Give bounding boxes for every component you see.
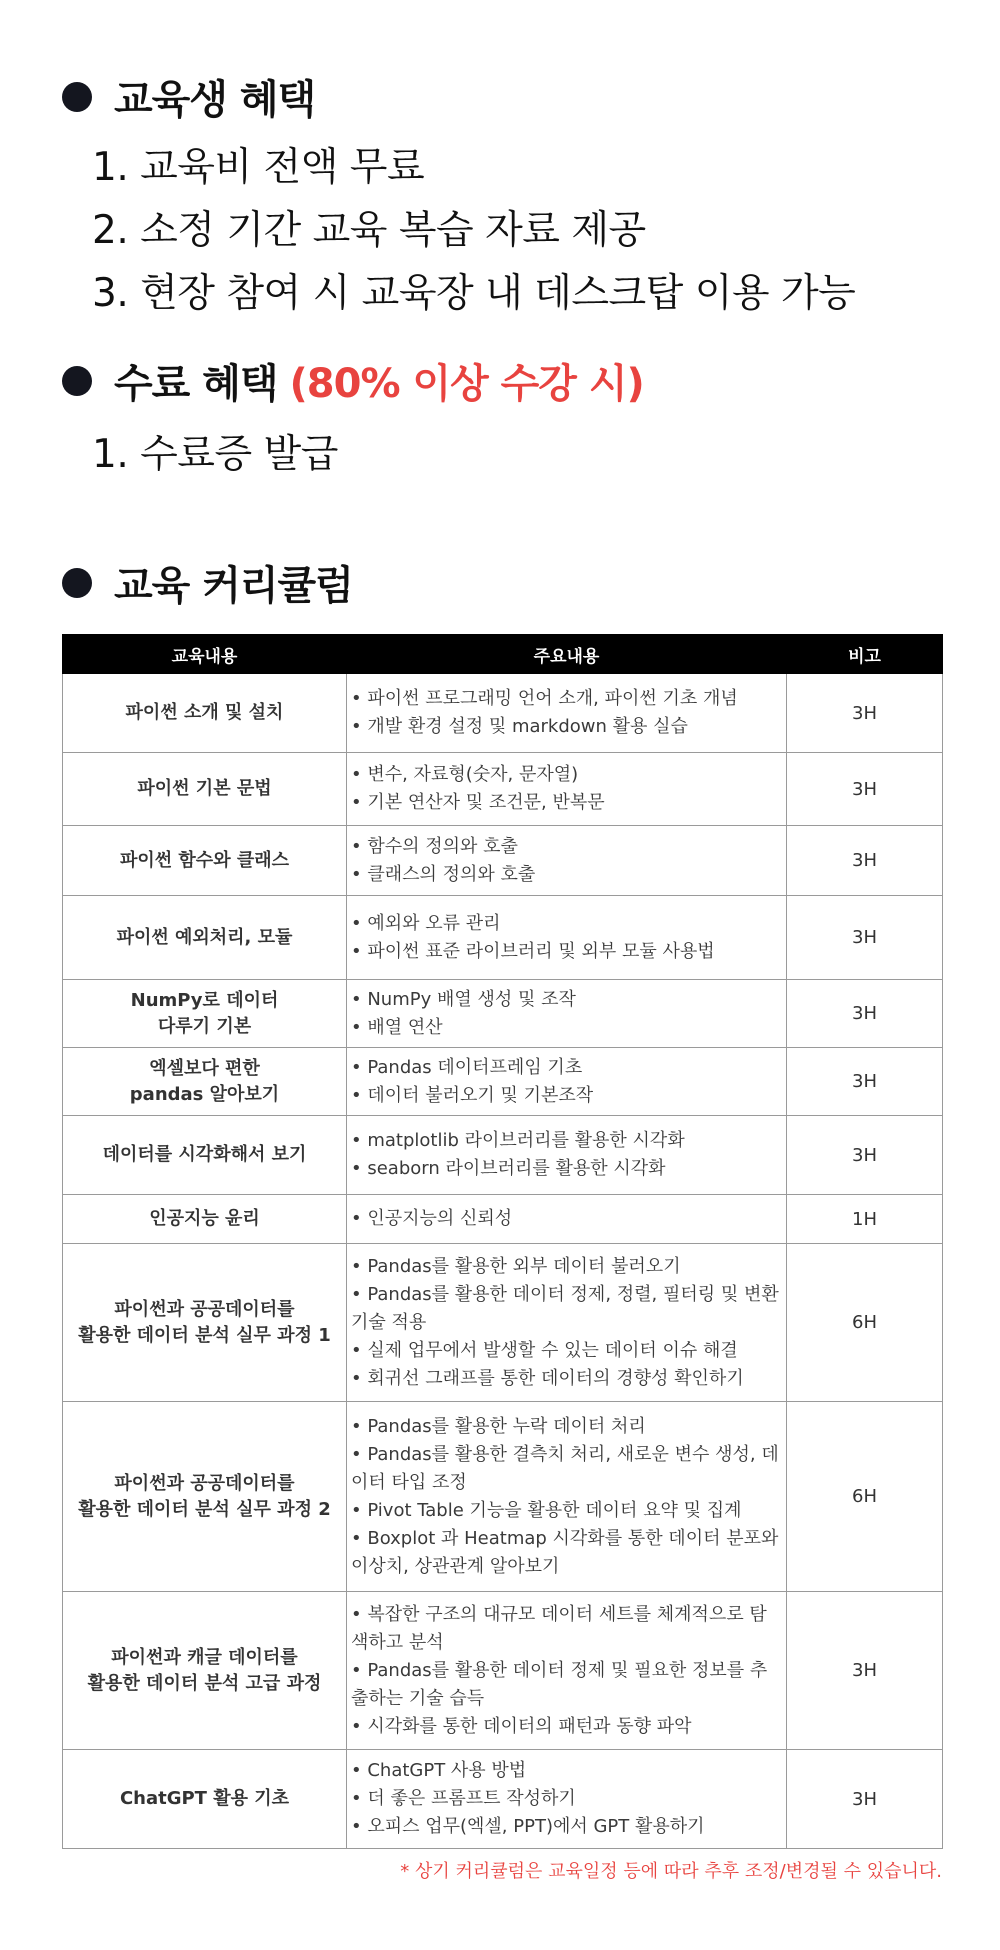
row-topic [63,896,347,980]
row-hours: 1H [787,1195,943,1244]
row-topic [63,1195,347,1244]
table-row [63,753,943,826]
topic-line: 파이썬과 공공데이터를 [114,1298,295,1320]
row-hours: 6H [787,1244,943,1402]
content-line: • 개발 환경 설정 및 markdown 활용 실습 [351,716,688,737]
row-hours: 3H [787,1048,943,1116]
topic-line: NumPy로 데이터 [130,989,279,1011]
row-content [347,1116,787,1195]
table-row [63,980,943,1048]
bullet-dot-icon [62,568,92,598]
curriculum-heading [62,554,353,611]
table-row [63,674,943,753]
topic-line: 파이썬 기본 문법 [137,778,272,799]
content-line: • Pandas를 활용한 결측치 처리, 새로운 변수 생성, 데이터 타입 조정 [351,1443,779,1493]
curriculum-title: 교육 커리큘럼 [114,563,353,609]
row-topic [63,1402,347,1592]
topic-line: 엑셀보다 편한 [149,1057,260,1079]
completion-condition: (80% 이상 수강 시) [289,361,644,407]
content-line: • 회귀선 그래프를 통한 데이터의 경향성 확인하기 [351,1367,744,1389]
header-topic: 교육내용 [63,635,347,674]
topic-line: pandas 알아보기 [129,1083,280,1105]
content-line: • 실제 업무에서 발생할 수 있는 데이터 이슈 해결 [351,1339,738,1361]
topic-line: 활용한 데이터 분석 고급 과정 [87,1672,322,1694]
completion-heading [62,352,644,409]
header-hours: 비고 [787,635,943,674]
topic-line: 파이썬 예외처리, 모듈 [116,926,293,948]
content-line: • 변수, 자료형(숫자, 문자열) [351,764,579,785]
row-hours: 3H [787,753,943,826]
table-row [63,1750,943,1849]
content-line: • 클래스의 정의와 호출 [351,863,536,885]
content-line: • Pandas를 활용한 누락 데이터 처리 [351,1415,646,1437]
table-row [63,1195,943,1244]
completion-title: 수료 혜택 [114,361,278,407]
content-line: • 파이썬 프로그래밍 언어 소개, 파이썬 기초 개념 [351,688,738,709]
content-line: • seaborn 라이브러리를 활용한 시각화 [351,1158,666,1179]
curriculum-note: * 상기 커리큘럼은 교육일정 등에 따라 추후 조정/변경될 수 있습니다. [400,1861,942,1882]
row-hours: 3H [787,1116,943,1195]
row-hours: 3H [787,896,943,980]
topic-line: 인공지능 윤리 [149,1208,260,1229]
row-hours: 3H [787,826,943,896]
topic-line: 파이썬과 캐글 데이터를 [111,1646,298,1668]
row-content [347,1195,787,1244]
benefit-item-1: 1. 교육비 전액 무료 [92,145,425,190]
table-row [63,826,943,896]
content-line: • 시각화를 통한 데이터의 패턴과 동향 파악 [351,1715,692,1737]
table-row [63,1592,943,1750]
content-line: • matplotlib 라이브러리를 활용한 시각화 [351,1130,685,1151]
content-line: • Pandas를 활용한 데이터 정제 및 필요한 정보를 추출하는 기술 습득 [351,1659,768,1709]
row-content [347,753,787,826]
table-row [63,1402,943,1592]
content-line: • NumPy 배열 생성 및 조작 [351,988,576,1010]
row-topic [63,674,347,753]
table-row [63,896,943,980]
row-content [347,1048,787,1116]
content-line: • 함수의 정의와 호출 [351,835,518,857]
row-topic [63,1244,347,1402]
row-topic [63,1592,347,1750]
row-content [347,980,787,1048]
content-line: • 오피스 업무(엑셀, PPT)에서 GPT 활용하기 [351,1816,705,1837]
topic-line: 다루기 기본 [157,1015,252,1037]
benefits-title: 교육생 혜택 [114,77,316,123]
content-line: • Pandas 데이터프레임 기초 [351,1056,583,1078]
benefit-item-2: 2. 소정 기간 교육 복습 자료 제공 [92,208,646,253]
benefits-heading [62,68,315,125]
bullet-dot-icon [62,366,92,396]
topic-line: 활용한 데이터 분석 실무 과정 2 [78,1498,331,1520]
content-line: • Pandas를 활용한 외부 데이터 불러오기 [351,1255,681,1277]
row-content [347,826,787,896]
table-row [63,1244,943,1402]
table-row [63,1116,943,1195]
row-hours: 3H [787,674,943,753]
topic-line: 파이썬과 공공데이터를 [114,1472,295,1494]
row-topic [63,826,347,896]
topic-line: 활용한 데이터 분석 실무 과정 1 [78,1324,331,1346]
content-line: • Pandas를 활용한 데이터 정제, 정렬, 필터링 및 변환 기술 적용 [351,1283,779,1333]
content-line: • Pivot Table 기능을 활용한 데이터 요약 및 집계 [351,1499,742,1521]
content-line: • 복잡한 구조의 대규모 데이터 세트를 체계적으로 탐색하고 분석 [351,1603,767,1653]
table-header-row [63,635,943,674]
table-row [63,1048,943,1116]
row-topic [63,753,347,826]
row-content [347,674,787,753]
content-line: • 기본 연산자 및 조건문, 반복문 [351,792,605,813]
row-topic [63,1048,347,1116]
row-topic [63,1750,347,1849]
row-content [347,1402,787,1592]
content-line: • Boxplot 과 Heatmap 시각화를 통한 데이터 분포와 이상치, 상관관계 알아보기 [351,1527,779,1577]
row-hours: 6H [787,1402,943,1592]
benefit-item-3: 3. 현장 참여 시 교육장 내 데스크탑 이용 가능 [92,271,856,316]
bullet-dot-icon [62,82,92,112]
content-line: • 예외와 오류 관리 [351,912,501,934]
content-line: • 배열 연산 [351,1016,443,1038]
curriculum-table [62,634,943,1849]
completion-item-1: 1. 수료증 발급 [92,432,338,477]
topic-line: 파이썬 함수와 클래스 [119,849,290,871]
content-line: • 파이썬 표준 라이브러리 및 외부 모듈 사용법 [351,940,715,962]
content-line: • 데이터 불러오기 및 기본조작 [351,1084,594,1106]
row-content [347,896,787,980]
topic-line: ChatGPT 활용 기초 [119,1788,290,1809]
content-line: • ChatGPT 사용 방법 [351,1760,527,1781]
row-content [347,1750,787,1849]
row-content [347,1244,787,1402]
row-hours: 3H [787,1592,943,1750]
content-line: • 더 좋은 프롬프트 작성하기 [351,1788,576,1809]
row-hours: 3H [787,1750,943,1849]
topic-line: 파이썬 소개 및 설치 [125,702,284,723]
row-topic [63,1116,347,1195]
header-content: 주요내용 [347,635,787,674]
row-hours: 3H [787,980,943,1048]
row-topic [63,980,347,1048]
content-line: • 인공지능의 신뢰성 [351,1208,513,1229]
topic-line: 데이터를 시각화해서 보기 [102,1144,307,1165]
row-content [347,1592,787,1750]
